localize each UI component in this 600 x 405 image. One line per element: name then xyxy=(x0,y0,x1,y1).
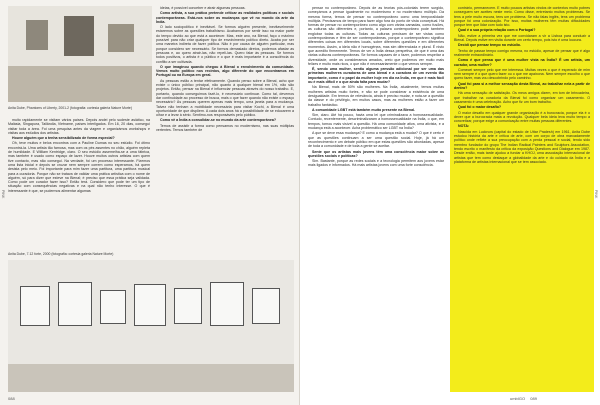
left-column-2 xyxy=(156,6,294,246)
right-column-3 xyxy=(308,6,444,392)
col4-para-4: Comecei sempre pelo que me interessa. Muitas vezes o que é esperado de mim nem sempre é o que quero fazer ou o que me apaixona. Nem sempre escolho o que quero fazer, mas vou descobrindo pelo caminho. xyxy=(454,67,590,81)
col3-para-3: Sim, claro. Até há pouco, havia uma lei que criminalizava a homossexualidade. Contudo, recentemente, descriminalizaram a homossexualidade na Índia, o que, em tempos, tornou mais visível a questão. Há uma comunidade ativa, uma ativista, e a mudança está a acontecer. Acha problemático ser LGBT na Índia? xyxy=(308,113,444,131)
col1-para-2: Oh, teve muitos e belos encontros com a Pauline Dumas no seu estúdio. Foi ótimo encontrá-la. Uma artista tão famosa, mas com os pés assentes no chão, alguém repleta de humildade. E William Kentridge, claro. O seu estúdio assemelha-se a uma fábrica, mas também é usado como espaço de lazer. Houve muitos outros artistas com quem tive contacto, mas não consegui. Na verdade, foi um processo interessante. Fizemos uma lista inicial e depois se cruzar nem sempre correm como esperamos, há quem desista pelo meio. Foi importante para mim fazer uma partitura, uma partitura musical para a curadoria. Porque não se tratava de validar uma prática artística com o nome de alguém, só para dizer que esteve na Bienal; é preciso que essa prática seja validada. Como pode um curador fazer isso? Então terá. Considero que pode ter um tipo de situação com consequências negativas e na qual não tenho interesse. O que é interessante é que, se pudermos alimentar algumas xyxy=(8,141,150,193)
col3-para-1: pensar no contemporâneo. Depois de as teorias pós-coloniais terem surgido, começámos a pensar igualmente no modernismo e no modernismo múltiplo. Da mesma forma, temos de pensar no contemporâneo como uma temporalidade múltipla. Precisamos de tempo para fazer algo fora do ponto de vista conceptual. Há formas de pensar no contemporâneo como algo com várias camadas, como fusões, as culturas são diferentes e, portanto, a palavra contemporâneo pode também englobar todas as culturas. Todas as culturas precisam de ser vistas como contemporâneas e têm de ser contemporâneas, porque o contemporâneo significa diferentes coisas em diferentes locais, sobre diferentes questões e em diferentes momentos. Assim, a ideia não é homogénea, mas sim diferenciada e plural. É nisto que acredito firmemente. Temos de ver a Índia dessa perspetiva, de que é uma das várias culturas contemporâneas. Se formos capazes de o fazer, podemos respeitar a diversidade, onde os consideramos amados, creio que podemos ver muito mais felizes e muito mais ricos, o que não é necessariamente o que vemos sempre. xyxy=(308,6,444,66)
col4-para-3: Tenho de passar tempo comigo mesma, no estúdio, apesar de pensar que é algo realmente extraordinário. xyxy=(454,48,590,57)
page-number-left: 088 xyxy=(8,396,15,401)
col2-question-2: O que imaginou quando chegou à Bienal o envolvimento da comunidade. Vemos muito político nos recintos, algo diferente do que encontramos em Portugal ou na Europa em geral. xyxy=(156,64,294,78)
side-tab-right: PINK xyxy=(594,190,598,199)
col3-question-3: Sente que os artistas mais jovens têm uma consciência maior sobre as questões sociais e políticas? xyxy=(308,149,444,158)
col4-para-2: Não, estive a primeira vez que me convidaram a vir a Lisboa para conduzir a Bienal. Depois estive em visita durante um certo tempo, pois isto é uma loucura. xyxy=(454,33,590,43)
magazine-name: umbIGO xyxy=(510,396,526,401)
col4-question-1: Qual é a sua própria relação com o Portugal? xyxy=(458,28,536,33)
col4-question-2: Decidi que pensar tempo no estúdio. xyxy=(458,43,521,48)
col4-question-4: Qual foi para si a melhor sensação desta Bienal, ao trabalhar nela a partir de dentro? xyxy=(454,81,590,91)
col2-para-3: As pessoas estão a tentar efetivamente. Quando penso sobre a Bienal, acho que existe o único público principal, não quanto à qualquer bienal em 1%, não são projetos. Então, pensar na Bienal é influenciar pessoas através do nosso trabalho. E, portanto, quando conseguimos fazê-lo, é necessário continuar. Como tal, devemos dar continuidade ao processo de busca, mais o que fazer quando não existe o espaço necessário? Às pessoas querem apenas mais tempo, uma janela para a mudança. Talvez não tenham a mobilidade necessária para visitar Kochi, a Bienal é uma oportunidade de que dispõem. A cada dois anos há a possibilidade de se educarem a olhar e a levar à sério. Sentimo-nos responsáveis pelo público. xyxy=(156,78,294,118)
col2-question-3: Como vê a Índia a consolidar-se no mundo da arte contemporânea? xyxy=(160,118,277,123)
left-column-1 xyxy=(8,118,150,248)
col1-para-1: muito rapidamente se visitam vários países. Depois andei pelo sudeste asiático, na Malásia, Singapura, Tailândia, Vietname, países interligados. Em 16, 20 dias, conseguí visitar toda a área. Foi uma pesquisa antes da viagem e organizámos workshops e visitas aos estúdios dos artistas. xyxy=(8,118,150,135)
side-tab-left: PINK xyxy=(1,190,5,199)
photo-caption-top: Anita Dube, Phantoms of Liberty, 2001-2 (fotografia: cortesia galeria Nature Morte) xyxy=(8,106,132,110)
col2-para-2: O lado sociopolítico é inevitável. Se formos alguém presente, inevitavelmente estaremos sobre as questões trabalhismo. Acabamos por sentir isso na maior parte do tempo devido ao que está a acontecer. Mas, este ano, na Bienal, faço o máximo possível para não criar qualquer tipo de envolvimento político direto. Acaba por ser uma maneira indireta de fazer política. Não é por causa de alguém particular, mas porque considero ser necessário. Se formos demasiado diretos, podemos afastar as pessoas e, ao quero atrair-las, não repeli-las. Quero falar às pessoas. Se formos todos positivos, o artista é o público e o que é mais importante é a consciência do conflito a ser cultivada. xyxy=(156,25,294,64)
folio-right xyxy=(510,396,537,401)
col3-para-5: Sim. Bastante, porque as redes sociais e a tecnologia permitem aos jovens estar mais ligados e informados. Há mais artistas jovens com uma forte consciência. xyxy=(308,159,444,168)
col3-question-1: É, sendo uma mulher, sentiu alguma pressão adicional por ser uma das primeiras mulheres curadoras de uma bienal e a curadora de um evento tão importante, como é o papel da mulher hoje em dia na Índia, em que é mais fácil ou é mais difícil e o que ainda falta para mudar? xyxy=(308,67,444,85)
right-page xyxy=(300,0,600,405)
col2-question-1: Como artista, a sua prática pretende criticar as realidades políticas e sociais contemporâneas. Está-nos sobre as mudanças que vê no mundo da arte da Índia. xyxy=(156,11,294,24)
col2-para-1: ideias, é possível conceber e atrair algumas pessoas. xyxy=(160,6,246,10)
col4-note-body: Nascida em Lucknow (capital do estado de Uttar Pradesh) em 1961, Anita Dube estudou história da arte e crítica de arte, com um corpo de obra marcadamente político onde reflete a sua preocupação com a perda pessoal e social, tendo sido membro fundador do grupo The Indian Radical Painters and Sculptors Association, tendo escrito o manifesto da crítica da exposição Questions and Dialogue em 1987. Desde então, mais tarde ajudou a fundar a KHOJ, uma associação internacional de artistas que tem como destaque a globalidade da arte e do cuidado da Índia e a plataforma de artistas internacional que se tem associado. xyxy=(454,129,590,164)
installation-photo-bottom xyxy=(8,260,294,392)
col4-para-1: contrário, permanecem. E muito poucos artistas vindos de contextos muito pobres conseguem ser aceites neste meio. Como disse, entretanto muitos problemas. Se tens a pele muito escura, tens um problema. Se não falas inglês, tens um problema porque foi uma colonização. Por isso, muitas mulheres têm muitas dificuldades porque tem que lidar com tudo isto. xyxy=(454,6,590,28)
installation-photo-top xyxy=(8,6,152,102)
photo-caption-bottom: Anita Dube, 7.12 forte, 2000 (fotografia: cortesia galeria Nature Morte) xyxy=(8,252,114,256)
col3-para-4: A que se deve essa mudança? E como a mudança está a mudar? O que é certo é que as questões continuam a ser uma questão social. Hoje, já há um reconhecimento e um debate público em que estas questões são abordadas, apesar de toda a comunidade e de toda a gente se aceitar. xyxy=(308,131,444,149)
right-column-4 xyxy=(450,0,594,392)
col4-question-5: Qual foi o maior desafio? xyxy=(458,105,502,110)
col3-question-2: A comunidade LGBT está também muito presente na Bienal. xyxy=(312,107,416,112)
col2-para-4: Temos de assistir a forma como pensamos no modernismo, nas suas múltiplas vertentes. Temos também de xyxy=(156,123,294,133)
col4-question-3: Como é que pensa que é uma mulher vista na Índia? É um artista, um curador, uma mulher? xyxy=(454,58,590,67)
col4-para-5: Há uma sensação de satisfação. Os meus amigos dizem, em tom de brincadeira, que trabalhar na curadoria da Bienal foi como organizar um casamento. O casamento é uma celebração. Acho que fiz um bom trabalho. xyxy=(454,91,590,104)
col4-para-6: O maior desafio em qualquer grande organização é a burocracia, porque ela é o dever que a burocracia mata a revolução. Qualquer bela ideia leva muito tempo a concretizar, porque exige a comunicação entre muitas pessoas diferentes. xyxy=(454,110,590,124)
col3-para-2: Na Bienal, mais de 50% são mulheres. Na Índia, atualmente, temos muitas mulheres artistas muito fortes, e não se pode considerar a existência de uma desigualdade. Em termos de relevância, ainda é preciso mudar, e nota-se a questão da classe e do privilégio, em muitos casos, mas as mulheres estão a fazer um trabalho fantástico. xyxy=(308,85,444,107)
col4-note-heading: NOTA: xyxy=(458,124,470,129)
col1-question-1: Houve alguém que a tenha sensibilizado de forma especial? xyxy=(12,136,115,141)
page-number-right: 089 xyxy=(530,396,537,401)
